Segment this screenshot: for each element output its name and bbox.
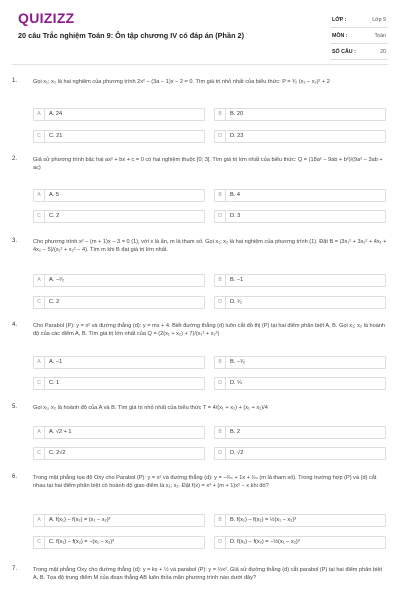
option-text: B. 20 — [230, 111, 244, 117]
option-a[interactable] — [33, 426, 205, 439]
question-text: Gọi x₁; x₂ là hai nghiệm của phương trình 2x² − (3a − 1)x − 2 = 0. Tìm giá trị nhỏ nhất của biểu thức: P = ³⁄₂ (x₁ − x₂)² + 2 — [33, 79, 330, 85]
option-letter: C — [34, 131, 45, 142]
option-text: D. 3 — [230, 213, 241, 219]
option-a[interactable] — [33, 274, 205, 287]
option-text: C. 2√2 — [49, 450, 66, 456]
question-number: 1. — [12, 78, 18, 84]
option-a[interactable] — [33, 356, 205, 369]
option-b[interactable] — [214, 426, 386, 439]
question-text: Giả sử phương trình bậc hai ax² + bx + c = 0 có hai nghiệm thuộc [0; 3]. Tìm giá trị lớn nhất của biểu thức: Q = (18a² − 9ab + b²)/(9a² − 3ab + ac) — [33, 157, 383, 172]
option-text: D. √2 — [230, 450, 244, 456]
option-c[interactable] — [33, 377, 205, 390]
info-row-count — [330, 44, 388, 60]
question-number: 4. — [12, 322, 18, 328]
option-a[interactable] — [33, 189, 205, 202]
option-text: A. −¹⁄₂ — [49, 277, 65, 283]
option-text: C. f(x₁) − f(x₂) = −(x₁ − x₂)³ — [49, 539, 114, 545]
option-text: B. f(x₁) − f(x₂) = ½(x₁ − x₂)³ — [230, 517, 297, 523]
option-b[interactable] — [214, 274, 386, 287]
option-text: B. −1 — [230, 277, 244, 283]
option-letter: D — [215, 131, 226, 142]
option-text: A. √2 + 1 — [49, 429, 72, 435]
option-letter: C — [34, 211, 45, 222]
option-c[interactable] — [33, 130, 205, 143]
info-value: Lớp 9 — [372, 16, 386, 23]
option-text: B. 4 — [230, 192, 240, 198]
question-text: Cho phương trình x² − (m + 1)x − 3 = 0 (1), với x là ẩn, m là tham số. Gọi x₁; x₂ là hai nghiệm của phương trình (1). Đặt B = (3x₁² + 3x₂² + 4x₁ + 4x₂ − 5)/(x₁² + x₂² − 4). Tìm m khi B đạt giá trị lớn nhất. — [33, 239, 387, 254]
info-label: LỚP : — [332, 16, 347, 23]
info-value: 20 — [380, 48, 386, 55]
question-number: 2. — [12, 156, 18, 162]
option-letter: A — [34, 515, 45, 526]
info-row-subject — [330, 28, 388, 44]
option-b[interactable] — [214, 356, 386, 369]
option-b[interactable] — [214, 514, 386, 527]
option-c[interactable] — [33, 296, 205, 309]
option-d[interactable] — [214, 447, 386, 460]
question-text: Trong mặt phẳng tọa độ Oxy cho Parabol (P): y = x² và đường thẳng (d): y = −²⁄ₘ + 1x + ¹⁄ₘ (m là tham số). Trong trường hợp (P) và (d) cắt nhau tại hai điểm phân biệt có hoành độ giao điểm là x₁; x₂. Đặt f(x) = x³ + (m + 1)x² − x khi đó? — [33, 475, 377, 490]
option-text: D. ¼ — [230, 380, 242, 386]
option-letter: B — [215, 515, 226, 526]
option-letter: A — [34, 357, 45, 368]
option-letter: C — [34, 448, 45, 459]
info-label: SỐ CÂU : — [332, 48, 356, 55]
option-letter: D — [215, 297, 226, 308]
option-letter: C — [34, 297, 45, 308]
option-letter: B — [215, 109, 226, 120]
option-letter: B — [215, 190, 226, 201]
option-d[interactable] — [214, 130, 386, 143]
option-c[interactable] — [33, 536, 205, 549]
page-header — [0, 0, 400, 62]
option-a[interactable] — [33, 108, 205, 121]
info-label: MÔN : — [332, 32, 348, 39]
option-letter: C — [34, 378, 45, 389]
option-text: B. 2 — [230, 429, 240, 435]
question-text: Trong mặt phẳng Oxy cho đường thẳng (d): y = kx + ½ và parabol (P): y = ½x². Giả sử đường thẳng (d) cắt parabol (P) tại hai điểm phân biệt A, B. Tọa độ trung điểm M của đoạn thẳng AB luôn thỏa mãn phương trình nào dưới đây? — [33, 567, 383, 582]
info-box — [330, 12, 388, 60]
option-d[interactable] — [214, 210, 386, 223]
option-b[interactable] — [214, 108, 386, 121]
info-row-class — [330, 12, 388, 28]
option-text: D. 23 — [230, 133, 244, 139]
option-c[interactable] — [33, 447, 205, 460]
option-letter: A — [34, 109, 45, 120]
option-letter: B — [215, 357, 226, 368]
option-c[interactable] — [33, 210, 205, 223]
option-text: C. 2 — [49, 213, 60, 219]
option-letter: D — [215, 378, 226, 389]
question-number: 7. — [12, 566, 18, 572]
option-text: C. 21 — [49, 133, 63, 139]
option-d[interactable] — [214, 377, 386, 390]
question-text: Gọi x₁, x₂ là hoành độ của A và B. Tìm giá trị nhỏ nhất của biểu thức T = 4/(x₁ + x₂) + (x₁ + x₂)/4 — [33, 405, 268, 411]
option-d[interactable] — [214, 296, 386, 309]
option-text: D. ¹⁄₂ — [230, 299, 243, 305]
header-divider — [12, 64, 388, 65]
option-letter: D — [215, 211, 226, 222]
option-text: A. 5 — [49, 192, 59, 198]
option-letter: B — [215, 427, 226, 438]
option-b[interactable] — [214, 189, 386, 202]
quizizz-logo: QUIZIZZ — [18, 10, 75, 26]
question-number: 3. — [12, 238, 18, 244]
option-letter: D — [215, 448, 226, 459]
info-value: Toán — [374, 32, 386, 39]
page-title: 20 câu Trắc nghiệm Toán 9: Ôn tập chương IV có đáp án (Phần 2) — [18, 31, 245, 40]
option-letter: B — [215, 275, 226, 286]
option-text: A. 24 — [49, 111, 63, 117]
question-number: 6. — [12, 474, 18, 480]
option-letter: A — [34, 427, 45, 438]
option-text: A. −1 — [49, 359, 63, 365]
option-text: C. 1 — [49, 380, 60, 386]
question-number: 5. — [12, 404, 18, 410]
option-d[interactable] — [214, 536, 386, 549]
option-a[interactable] — [33, 514, 205, 527]
option-text: C. 2 — [49, 299, 60, 305]
option-letter: A — [34, 190, 45, 201]
option-letter: D — [215, 537, 226, 548]
question-text: Cho Parabol (P): y = x² và đường thẳng (d): y = mx + 4. Biết đường thẳng (d) luôn cắt đồ thị (P) tại hai điểm phân biệt A, B. Gọi x₁; x₂ là hoành độ của các điểm A, B. Tìm giá trị lớn nhất của Q = (2(x₁ + x₂) + 7)/(x₁² + x₂²) — [33, 323, 386, 338]
option-letter: C — [34, 537, 45, 548]
option-text: A. f(x₁) − f(x₂) = (x₁ − x₂)³ — [49, 517, 111, 523]
option-text: D. f(x₁) − f(x₂) = −½(x₁ − x₂)³ — [230, 539, 300, 545]
option-letter: A — [34, 275, 45, 286]
option-text: B. −¹⁄₂ — [230, 359, 246, 365]
